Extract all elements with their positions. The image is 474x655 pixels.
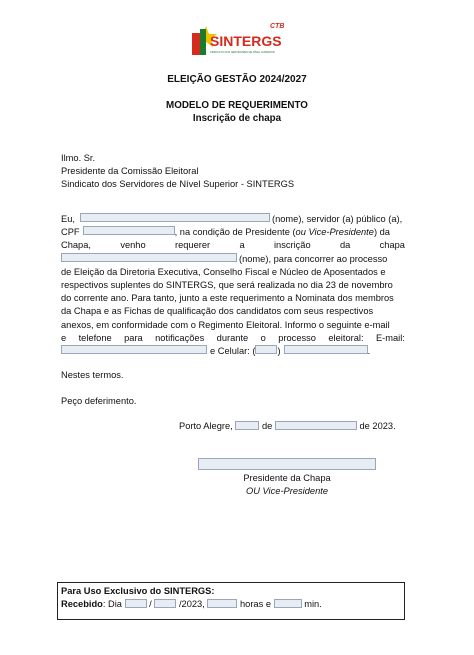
text-period: . xyxy=(367,346,371,357)
ddd-field[interactable] xyxy=(255,345,277,354)
document-title: MODELO DE REQUERIMENTO xyxy=(166,100,308,111)
notification-line xyxy=(61,332,405,345)
logo-name: SINTERGS xyxy=(210,33,282,49)
signature-field[interactable] xyxy=(198,458,376,470)
chapa-name-field[interactable] xyxy=(61,253,237,262)
text-city: Porto Alegre, xyxy=(179,421,233,431)
word: venho xyxy=(120,240,146,251)
received-line xyxy=(61,599,322,609)
email-field[interactable] xyxy=(61,345,207,354)
day-field[interactable] xyxy=(235,421,259,430)
word: durante xyxy=(216,332,249,343)
text-close-paren: ) xyxy=(277,346,281,357)
word: chapa xyxy=(379,240,405,251)
word: notificações xyxy=(155,332,205,343)
cpf-field[interactable] xyxy=(83,226,175,235)
signature-role: Presidente da Chapa xyxy=(243,473,331,483)
date-line xyxy=(179,421,396,431)
paragraph-line: respectivos suplentes do SINTERGS, que será realizada no dia 23 de novembro xyxy=(61,280,393,291)
text-nome-concorrer: (nome), para concorrer ao processo xyxy=(239,253,388,264)
closing-peco: Peço deferimento. xyxy=(61,396,137,406)
month-field[interactable] xyxy=(275,421,357,430)
word: telefone xyxy=(78,332,112,343)
text-dia: : Dia xyxy=(102,599,122,609)
box-title: Para Uso Exclusivo do SINTERGS: xyxy=(61,586,215,596)
closing-nestes: Nestes termos. xyxy=(61,370,124,380)
logo-badge: CTB xyxy=(270,23,285,30)
received-day-field[interactable] xyxy=(125,599,147,608)
address-line: Ilmo. Sr. xyxy=(61,153,96,163)
document-subtitle: Inscrição de chapa xyxy=(192,113,282,124)
received-month-field[interactable] xyxy=(154,599,176,608)
text-condicao: , na condição de Presidente ( xyxy=(174,227,296,238)
word: para xyxy=(124,332,143,343)
text-min: min. xyxy=(304,599,322,609)
paragraph-line: da Chapa e as Fichas de qualificação dos candidatos com seus respectivos xyxy=(61,306,374,317)
logo-subtitle: SINDICATO DOS SERVIDORES DE NÍVEL SUPERIOR xyxy=(210,51,275,54)
word: requerer xyxy=(174,240,211,251)
address-line: Sindicato dos Servidores de Nível Superior - SINTERGS xyxy=(61,179,295,190)
text-year: /2023, xyxy=(178,599,205,609)
text-horas: horas e xyxy=(240,599,272,609)
request-paragraph xyxy=(61,213,405,358)
signature-alt: OU Vice-Presidente xyxy=(246,486,328,496)
address-block xyxy=(61,152,294,192)
text-ou-vice: ou Vice-Presidente xyxy=(295,227,374,238)
word: inscrição xyxy=(273,240,311,251)
word: o xyxy=(260,332,266,343)
text-de: de xyxy=(261,421,273,431)
word: a xyxy=(239,240,245,251)
address-line: Presidente da Comissão Eleitoral xyxy=(61,166,199,177)
logo-star-icon xyxy=(190,20,290,60)
received-minutes-field[interactable] xyxy=(274,599,302,608)
paragraph-line: do corrente ano. Para tanto, junto a este requerimento a Nominata dos membros xyxy=(61,293,394,304)
text-da: ) da xyxy=(373,227,390,238)
internal-use-box xyxy=(57,582,405,620)
text-celular: e Celular: ( xyxy=(210,346,256,357)
text-year: de 2023. xyxy=(359,421,396,431)
received-hours-field[interactable] xyxy=(207,599,237,608)
word: eleitoral: xyxy=(328,332,364,343)
word: processo xyxy=(278,332,316,343)
name-field[interactable] xyxy=(80,213,270,222)
word: e xyxy=(61,332,67,343)
chapa-line xyxy=(61,239,405,252)
phone-field[interactable] xyxy=(284,345,368,354)
word: E-mail: xyxy=(375,332,405,343)
word: Chapa, xyxy=(61,240,91,251)
paragraph-line: de Eleição da Diretoria Executiva, Conselho Fiscal e Núcleo de Aposentados e xyxy=(61,266,386,277)
text-slash: / xyxy=(149,599,152,609)
text-eu: Eu, xyxy=(61,214,75,224)
word: da xyxy=(339,240,351,251)
text-recebido: Recebido xyxy=(61,599,103,609)
sintergs-logo xyxy=(190,20,290,60)
text-cpf: CPF xyxy=(61,227,80,238)
page-title: ELEIÇÃO GESTÃO 2024/2027 xyxy=(167,74,307,85)
paragraph-line: anexos, em conformidade com o Regimento Eleitoral. Informo o seguinte e-mail xyxy=(61,319,390,330)
text-nome-servidor: (nome), servidor (a) público (a), xyxy=(271,214,403,224)
